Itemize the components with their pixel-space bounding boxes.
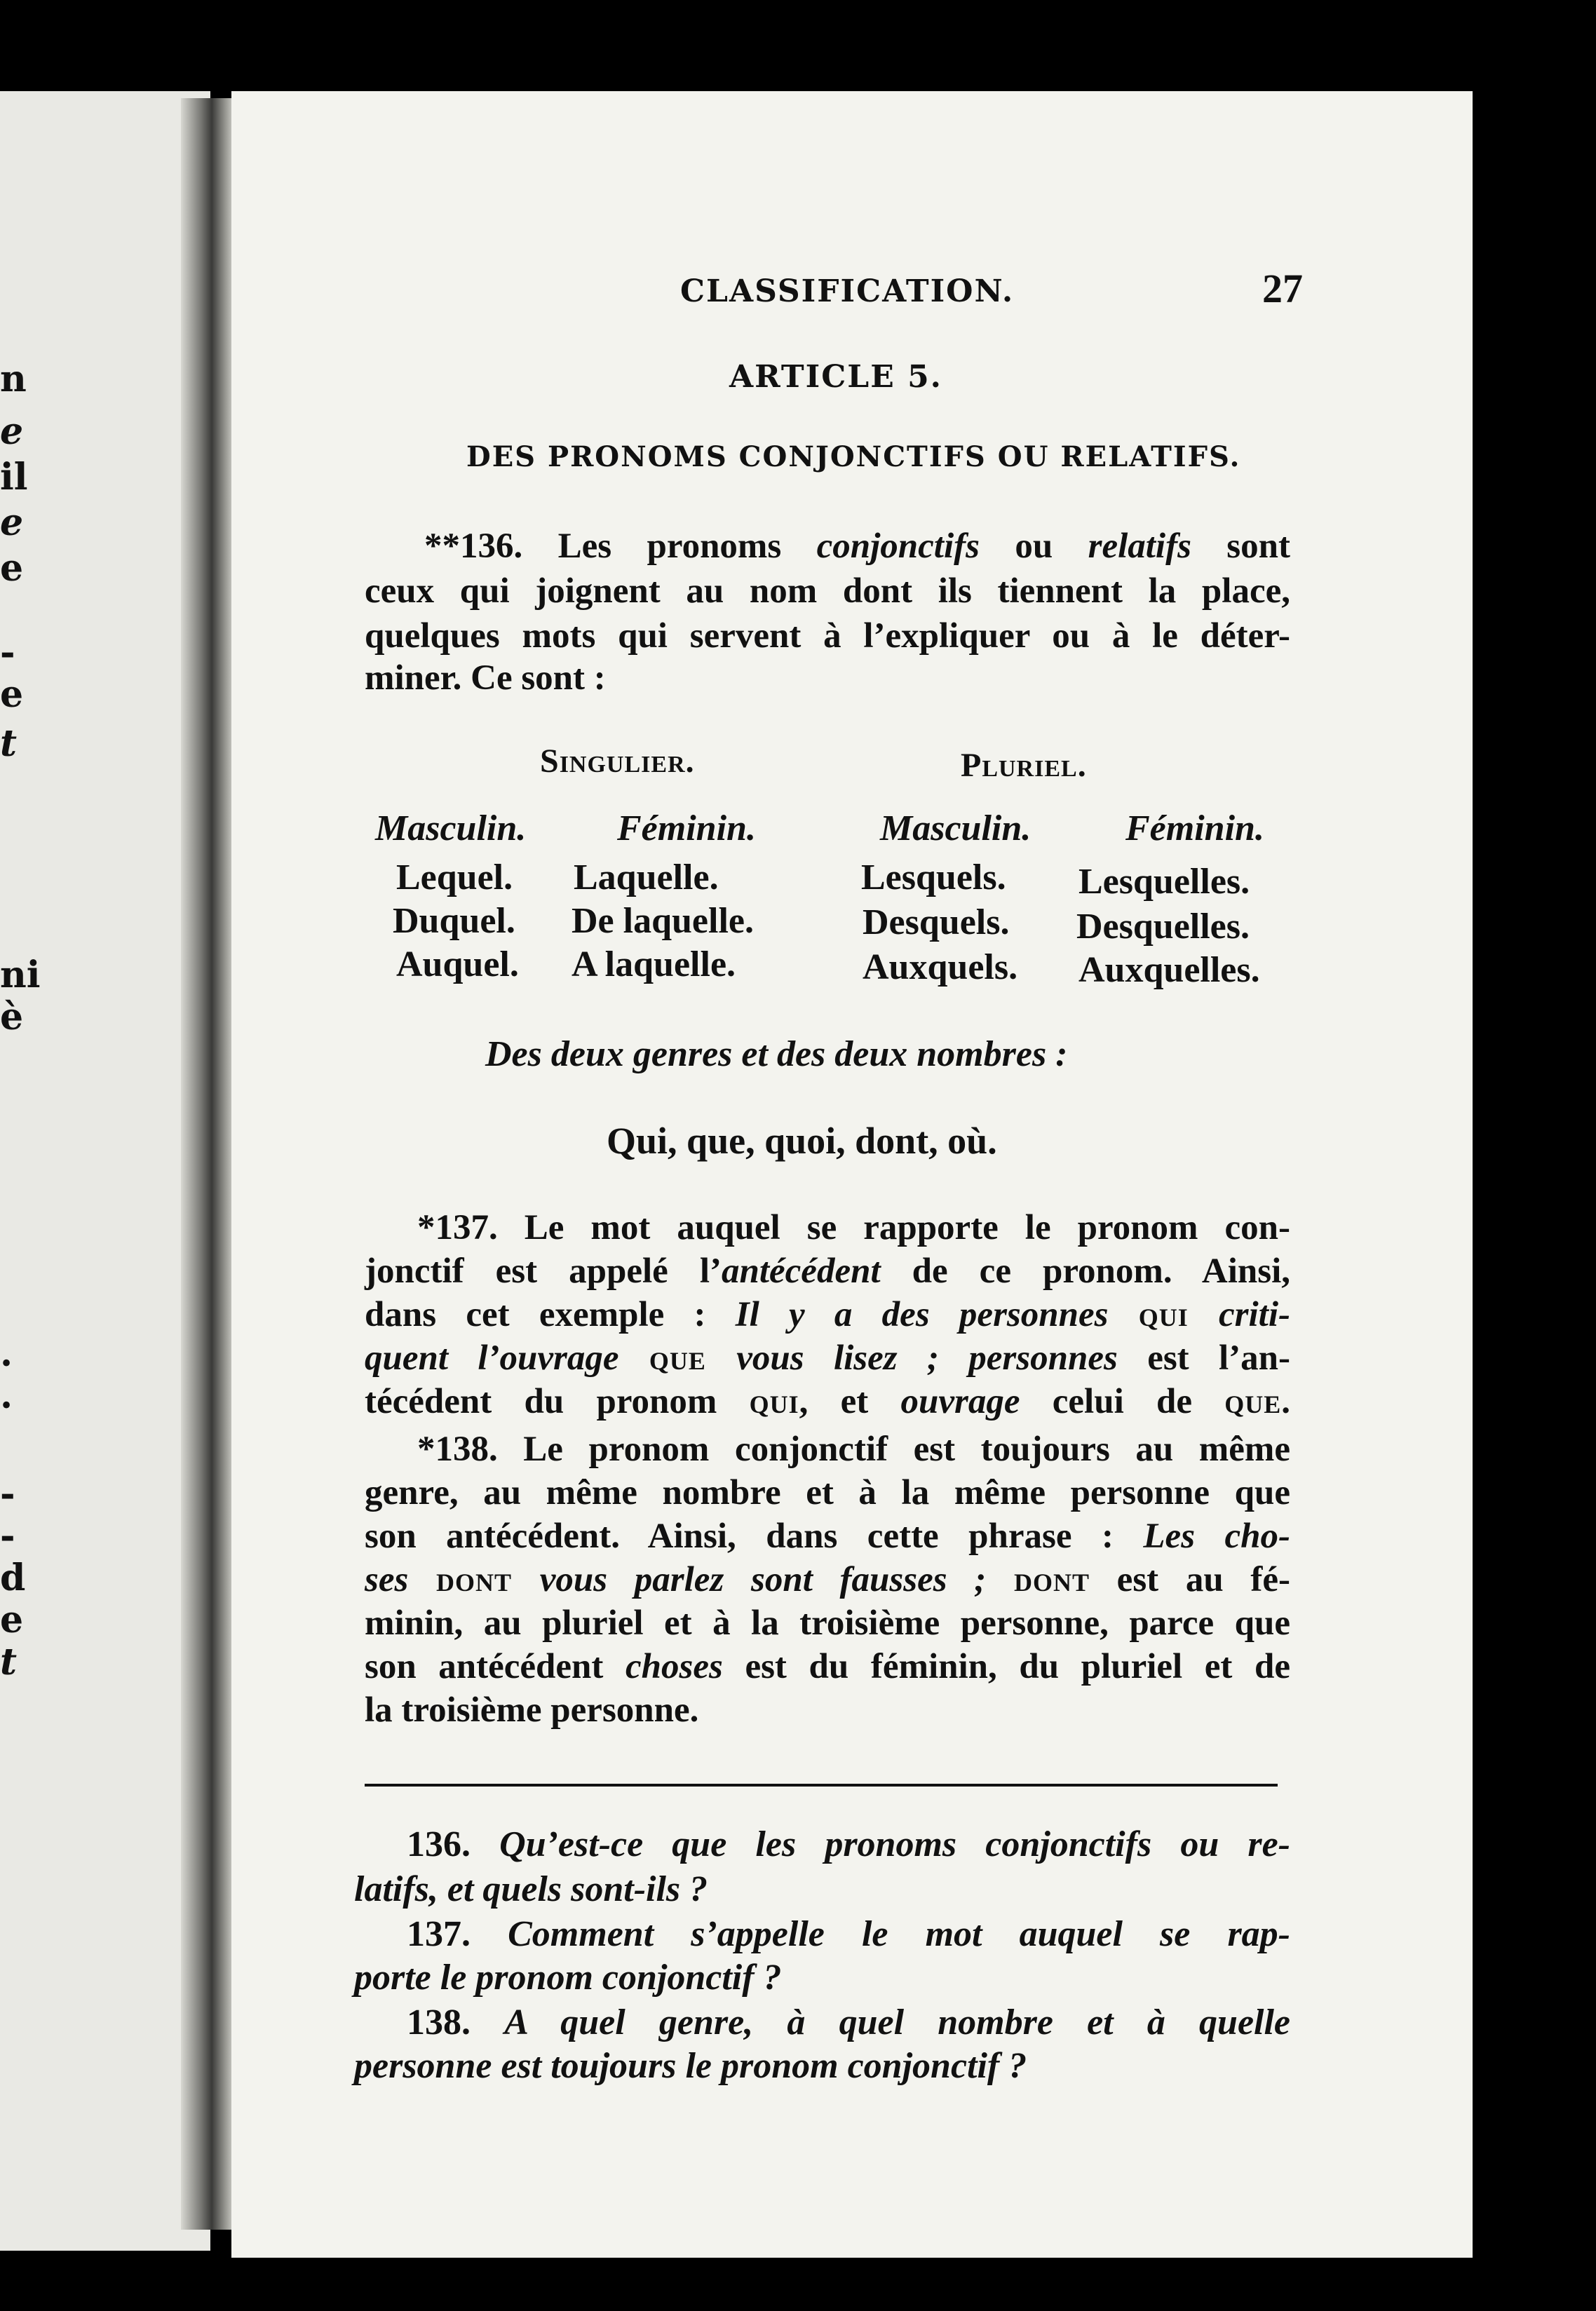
facing-page-fragment: e — [0, 547, 24, 590]
p137-l4d: est l’an- — [1117, 1339, 1291, 1378]
article-subtitle: DES PRONOMS CONJONCTIFS OU RELATIFS. — [466, 440, 1241, 473]
col-header: Féminin. — [1125, 808, 1264, 848]
p137-l3d: criti- — [1219, 1295, 1290, 1334]
p138-l4b: dont — [408, 1560, 540, 1599]
col-header: Masculin. — [880, 808, 1032, 848]
col-header: Masculin. — [375, 808, 527, 848]
table-cell: Lesquelles. — [1078, 862, 1250, 902]
p138-l4a: ses — [365, 1560, 409, 1599]
facing-page-fragment: è — [0, 996, 24, 1038]
para136-l1b: conjonctifs — [816, 527, 980, 566]
q136-num: 136. — [407, 1824, 500, 1864]
facing-page-fragment: . — [0, 1374, 13, 1417]
para136-l1a: **136. Les pronoms — [424, 527, 817, 566]
para137-line2 — [365, 1249, 1290, 1293]
book-gutter — [181, 98, 237, 2230]
section-divider — [365, 1784, 1278, 1787]
para136-line1 — [424, 524, 1290, 568]
facing-page-fragment: - — [0, 631, 15, 674]
para136-line4: miner. Ce sont : — [365, 658, 606, 698]
facing-page-fragment: il — [0, 456, 28, 499]
table-cell: Lequel. — [396, 858, 513, 897]
table-cell: Laquelle. — [574, 858, 719, 897]
facing-page-fragment: e — [0, 1599, 24, 1641]
both-genders-label: Des deux genres et des deux nombres : — [485, 1034, 1068, 1074]
facing-page-fragment: e — [0, 673, 24, 716]
article-title — [729, 359, 942, 395]
col-header: Féminin. — [617, 808, 756, 848]
p137-l5d: ouvrage — [900, 1382, 1020, 1421]
p138-l6a: son antécédent — [365, 1647, 626, 1686]
para138-line3 — [365, 1514, 1290, 1558]
p137-l2a: jonctif est appelé l’ — [365, 1252, 722, 1291]
question-138-line2: personne est toujours le pronom conjonctif ? — [354, 2046, 1027, 2086]
para138-line6 — [365, 1645, 1290, 1688]
p137-l4c: vous lisez ; personnes — [736, 1339, 1118, 1378]
facing-page-fragment: ni — [0, 954, 41, 996]
para136-line2: ceux qui joignent au nom dont ils tiennent la place, — [365, 571, 1290, 611]
page-edge-shadow — [1473, 70, 1596, 2311]
facing-page-fragment: . — [0, 1332, 13, 1375]
p137-l5g: . — [1281, 1382, 1290, 1421]
table-cell: Lesquels. — [861, 858, 1006, 897]
para136-l1e: sont — [1191, 527, 1290, 566]
table-cell: Auquel. — [396, 944, 519, 984]
para137-line3 — [365, 1293, 1290, 1336]
para136-l1c: ou — [979, 527, 1088, 566]
p137-l5c: , et — [799, 1382, 901, 1421]
p138-l3b: Les cho- — [1143, 1517, 1290, 1556]
facing-page-fragment: e — [0, 410, 24, 453]
p137-l4a: quent l’ouvrage — [365, 1339, 619, 1378]
para137-line4 — [365, 1336, 1290, 1380]
table-cell: A laquelle. — [572, 944, 736, 984]
facing-page-fragment: n — [0, 358, 27, 400]
para137-line1: *137. Le mot auquel se rapporte le pronom con- — [417, 1208, 1290, 1247]
facing-page-fragment: e — [0, 501, 24, 544]
both-genders-words: Qui, que, quoi, dont, où. — [607, 1120, 997, 1162]
p138-l3a: son antécédent. Ainsi, dans cette phrase : — [365, 1517, 1144, 1556]
facing-page-fragment: t — [0, 1641, 18, 1683]
p138-l4c: vous parlez sont fausses ; — [539, 1560, 987, 1599]
p138-l6c: est du féminin, du pluriel et de — [722, 1647, 1290, 1686]
p137-l4b: que — [618, 1339, 737, 1378]
p137-l5b: qui — [749, 1382, 799, 1421]
facing-page — [0, 91, 210, 2251]
article-title-text: ARTICLE 5. — [729, 359, 943, 395]
para138-line4 — [365, 1558, 1290, 1601]
para138-line1: *138. Le pronom conjonctif est toujours au même — [417, 1430, 1290, 1469]
q136-text: Qu’est-ce que les pronoms conjonctifs ou re- — [499, 1824, 1290, 1864]
running-title: CLASSIFICATION. — [680, 273, 1015, 309]
p137-l5a: técédent du pronom — [365, 1382, 750, 1421]
para137-line5 — [365, 1380, 1290, 1423]
p137-l5f: que — [1224, 1382, 1282, 1421]
plural-heading: Pluriel. — [961, 747, 1087, 784]
q137-num: 137. — [407, 1914, 508, 1954]
p137-l3c: qui — [1108, 1295, 1219, 1334]
singular-heading: Singulier. — [540, 743, 695, 780]
para138-line7: la troisième personne. — [365, 1690, 699, 1730]
p138-l4e: est au fé- — [1089, 1560, 1290, 1599]
table-cell: De laquelle. — [572, 901, 754, 941]
q138-num: 138. — [407, 2002, 505, 2042]
table-cell: Duquel. — [393, 901, 515, 941]
p137-l5e: celui de — [1020, 1382, 1225, 1421]
p137-l3a: dans cet exemple : — [365, 1295, 736, 1334]
page-number: 27 — [1262, 266, 1303, 311]
p137-l2b: antécédent — [722, 1252, 881, 1291]
question-137-line2: porte le pronom conjonctif ? — [354, 1958, 782, 1998]
p138-l4d: dont — [986, 1560, 1090, 1599]
facing-page-fragment: - — [0, 1514, 15, 1557]
facing-page-fragment: d — [0, 1557, 26, 1599]
question-136-line2: latifs, et quels sont-ils ? — [354, 1869, 708, 1909]
question-138-line1 — [407, 2001, 1290, 2045]
para138-line5: minin, au pluriel et à la troisième personne, parce que — [365, 1604, 1290, 1643]
p137-l2c: de ce pronom. Ainsi, — [880, 1252, 1290, 1291]
question-137-line1 — [407, 1913, 1290, 1956]
question-136-line1 — [407, 1823, 1290, 1866]
para138-line2: genre, au même nombre et à la même personne que — [365, 1473, 1290, 1512]
table-cell: Auxquels. — [863, 947, 1018, 987]
para136-line3: quelques mots qui servent à l’expliquer ou à le déter- — [365, 616, 1290, 656]
facing-page-fragment: t — [0, 722, 18, 765]
table-cell: Auxquelles. — [1078, 950, 1260, 990]
p137-l3b: Il y a des personnes — [735, 1295, 1109, 1334]
facing-page-fragment: - — [0, 1472, 15, 1515]
para136-l1d: relatifs — [1088, 527, 1191, 566]
table-cell: Desquels. — [863, 902, 1010, 942]
table-cell: Desquelles. — [1076, 907, 1250, 947]
q138-text: A quel genre, à quel nombre et à quelle — [504, 2002, 1290, 2042]
p138-l6b: choses — [625, 1647, 723, 1686]
q137-text: Comment s’appelle le mot auquel se rap- — [508, 1914, 1291, 1954]
